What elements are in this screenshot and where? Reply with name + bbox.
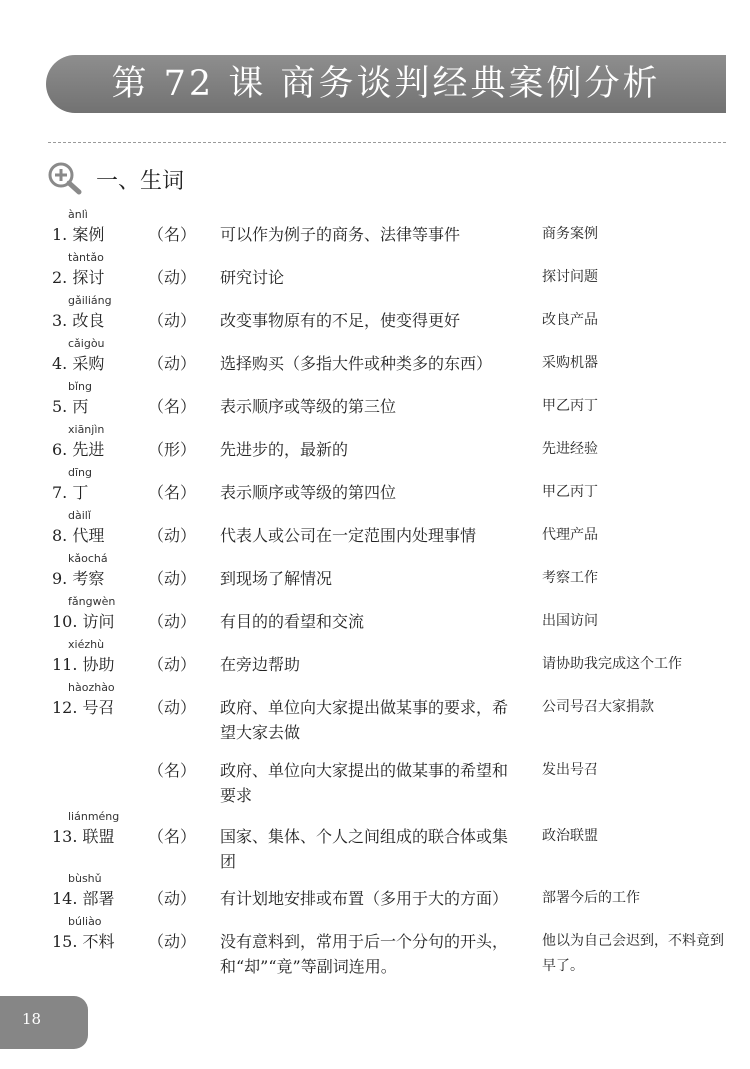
definition: 国家、集体、个人之间组成的联合体或集团 bbox=[220, 827, 509, 871]
pinyin: fǎngwèn bbox=[68, 595, 116, 608]
part-of-speech: （名） bbox=[148, 397, 197, 416]
example: 公司号召大家捐款 bbox=[542, 699, 654, 715]
word: 15. 不料 bbox=[52, 932, 115, 951]
part-of-speech: （名） bbox=[148, 827, 197, 846]
definition: 选择购买（多指大件或种类多的东西） bbox=[220, 354, 493, 373]
word: 4. 采购 bbox=[52, 354, 105, 373]
definition: 到现场了解情况 bbox=[220, 569, 333, 588]
word: 12. 号召 bbox=[52, 698, 115, 717]
pinyin: xiézhù bbox=[68, 638, 105, 651]
example: 政治联盟 bbox=[542, 828, 598, 844]
definition: 没有意料到，常用于后一个分句的开头，和“却”“竟”等副词连用。 bbox=[220, 932, 509, 976]
word: 5. 丙 bbox=[52, 397, 89, 416]
definition: 可以作为例子的商务、法律等事件 bbox=[220, 225, 461, 244]
part-of-speech: （动） bbox=[148, 889, 197, 908]
pinyin: ànlì bbox=[68, 208, 88, 221]
definition: 改变事物原有的不足，使变得更好 bbox=[220, 311, 461, 330]
example: 甲乙丙丁 bbox=[542, 398, 598, 414]
definition: 有目的的看望和交流 bbox=[220, 612, 365, 631]
example: 甲乙丙丁 bbox=[542, 484, 598, 500]
definition: 在旁边帮助 bbox=[220, 655, 301, 674]
pinyin: liánméng bbox=[68, 810, 120, 823]
magnifier-plus-icon bbox=[46, 160, 86, 196]
word: 13. 联盟 bbox=[52, 827, 115, 846]
example: 考察工作 bbox=[542, 570, 598, 586]
pinyin: búliào bbox=[68, 915, 102, 928]
definition: 政府、单位向大家提出做某事的要求，希望大家去做 bbox=[220, 698, 509, 742]
lesson-title: 第 72 课 商务谈判经典案例分析 bbox=[111, 64, 661, 104]
example: 商务案例 bbox=[542, 226, 598, 242]
word: 1. 案例 bbox=[52, 225, 105, 244]
word: 3. 改良 bbox=[52, 311, 105, 330]
example: 发出号召 bbox=[542, 762, 598, 778]
part-of-speech: （动） bbox=[148, 612, 197, 631]
word: 9. 考察 bbox=[52, 569, 105, 588]
pinyin: cǎigòu bbox=[68, 337, 105, 350]
dashed-divider bbox=[48, 142, 726, 143]
definition: 政府、单位向大家提出的做某事的希望和要求 bbox=[220, 761, 509, 805]
definition: 代表人或公司在一定范围内处理事情 bbox=[220, 526, 477, 545]
part-of-speech: （动） bbox=[148, 655, 197, 674]
definition: 表示顺序或等级的第四位 bbox=[220, 483, 397, 502]
example: 改良产品 bbox=[542, 312, 598, 328]
word: 11. 协助 bbox=[52, 655, 115, 674]
part-of-speech: （动） bbox=[148, 311, 197, 330]
word: 14. 部署 bbox=[52, 889, 115, 908]
word: 7. 丁 bbox=[52, 483, 89, 502]
part-of-speech: （动） bbox=[148, 268, 197, 287]
example: 部署今后的工作 bbox=[542, 890, 640, 906]
pinyin: kǎochá bbox=[68, 552, 108, 565]
part-of-speech: （动） bbox=[148, 698, 197, 717]
word: 8. 代理 bbox=[52, 526, 105, 545]
example: 请协助我完成这个工作 bbox=[542, 656, 682, 672]
pinyin: gǎiliáng bbox=[68, 294, 112, 307]
pinyin: tàntǎo bbox=[68, 251, 104, 264]
pinyin: hàozhào bbox=[68, 681, 115, 694]
definition: 研究讨论 bbox=[220, 268, 285, 287]
part-of-speech: （名） bbox=[148, 761, 197, 780]
page-number: 18 bbox=[22, 1010, 42, 1028]
pinyin: dàilǐ bbox=[68, 509, 91, 522]
pinyin: bùshǔ bbox=[68, 872, 102, 885]
part-of-speech: （动） bbox=[148, 354, 197, 373]
definition: 先进步的，最新的 bbox=[220, 440, 349, 459]
part-of-speech: （名） bbox=[148, 225, 197, 244]
part-of-speech: （动） bbox=[148, 932, 197, 951]
example: 先进经验 bbox=[542, 441, 598, 457]
word: 2. 探讨 bbox=[52, 268, 105, 287]
definition: 有计划地安排或布置（多用于大的方面） bbox=[220, 889, 509, 908]
section-title: 一、生词 bbox=[96, 169, 185, 194]
part-of-speech: （动） bbox=[148, 569, 197, 588]
pinyin: bǐng bbox=[68, 380, 92, 393]
lesson-title-banner bbox=[46, 55, 726, 113]
word: 6. 先进 bbox=[52, 440, 105, 459]
definition: 表示顺序或等级的第三位 bbox=[220, 397, 397, 416]
word: 10. 访问 bbox=[52, 612, 115, 631]
pinyin: dīng bbox=[68, 466, 92, 479]
example: 探讨问题 bbox=[542, 269, 598, 285]
part-of-speech: （名） bbox=[148, 483, 197, 502]
page-number-tab bbox=[0, 996, 88, 1049]
pinyin: xiānjìn bbox=[68, 423, 105, 436]
part-of-speech: （形） bbox=[148, 440, 197, 459]
example: 采购机器 bbox=[542, 355, 598, 371]
example: 代理产品 bbox=[542, 527, 598, 543]
example: 出国访问 bbox=[542, 613, 598, 629]
example: 他以为自己会迟到，不料竟到早了。 bbox=[542, 933, 724, 974]
part-of-speech: （动） bbox=[148, 526, 197, 545]
